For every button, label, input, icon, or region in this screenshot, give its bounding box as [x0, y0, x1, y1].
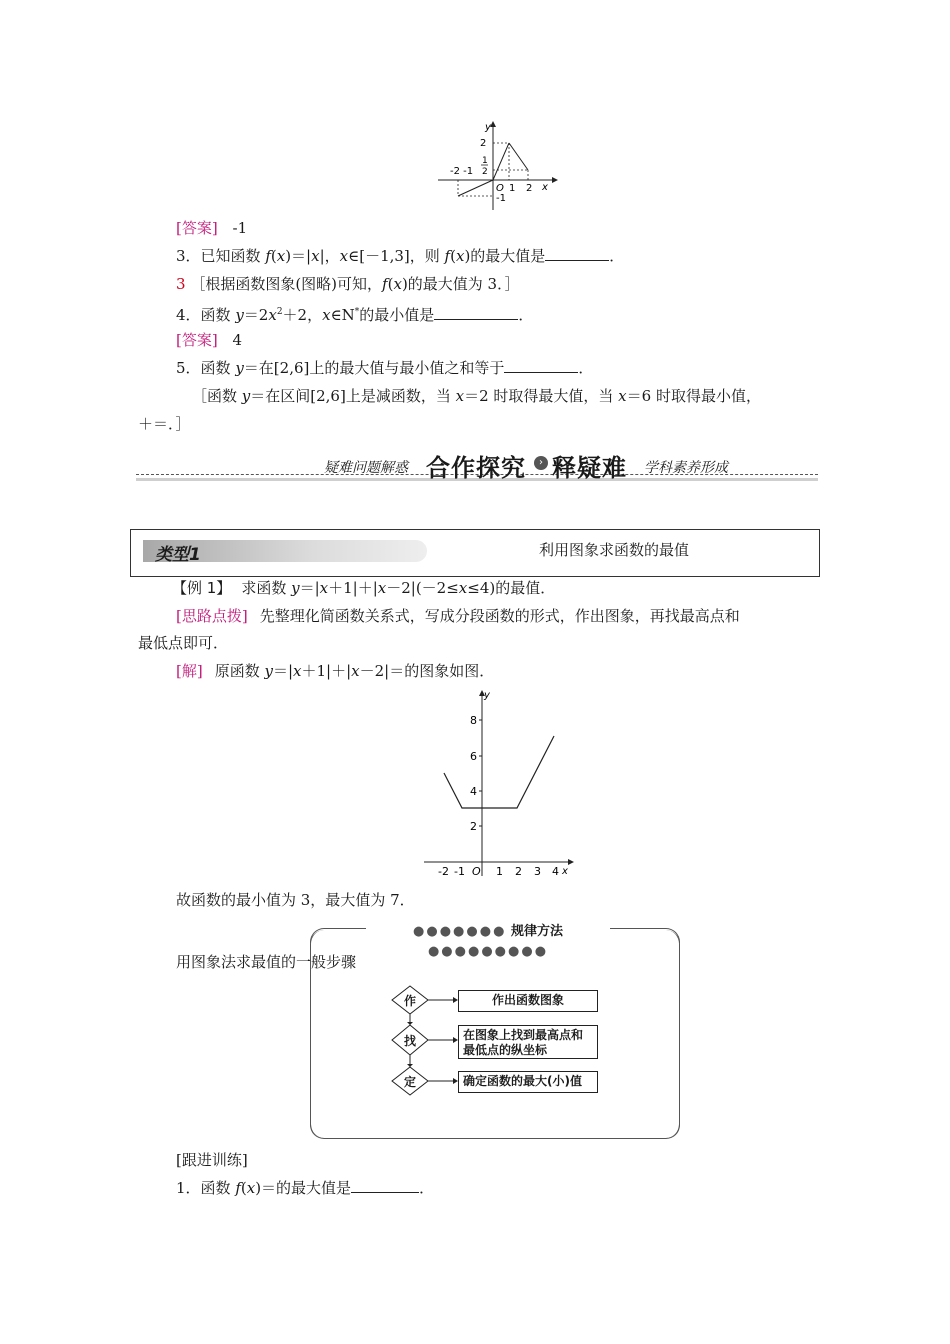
- method-title: ●●●●●●● 规律方法 ●●●●●●●●●: [366, 922, 610, 942]
- question-3: 3．已知函数 f(x)＝|x|，x∈[－1,3]，则 f(x)的最大值是 ．: [176, 247, 625, 265]
- graph-2-origin: O: [472, 865, 481, 878]
- banner-title-1: 合作探究: [426, 454, 526, 482]
- graph-2-tick-x1: 1: [496, 865, 503, 878]
- answer-blank[interactable]: [545, 246, 609, 261]
- answer-blank[interactable]: [351, 1178, 419, 1193]
- graph-2-tick-y6: 6: [470, 750, 477, 763]
- graph-2-x-label: x: [562, 866, 568, 877]
- hint: [思路点拨] 先整理化简函数关系式，写成分段函数的形式，作出图象，再找最高点和: [176, 607, 740, 625]
- banner-right-text: 学科素养形成: [644, 460, 728, 476]
- graph-2-tick-y4: 4: [470, 785, 477, 798]
- graph-1-y-label: y: [485, 122, 491, 133]
- graph-2-tick-x4: 4: [552, 865, 559, 878]
- graph-1: [430, 118, 560, 218]
- flow-box-3: 确定函数的最大(小)值: [458, 1071, 598, 1093]
- graph-2-y-label: y: [484, 690, 490, 701]
- graph-2: [420, 686, 580, 882]
- question-3-answer: 3 ［根据函数图象(图略)可知，f(x)的最大值为 3．］: [176, 275, 520, 293]
- practice-question-1: 1．函数 f(x)＝的最大值是 ．: [176, 1179, 435, 1197]
- hint-line2: 最低点即可．: [138, 634, 229, 652]
- answer-label: [答案]: [176, 219, 218, 237]
- graph-1-tick-y2: 2: [480, 138, 487, 149]
- answer-value: -1: [232, 219, 248, 237]
- graph-2-tick-y2: 2: [470, 820, 477, 833]
- graph-2-tick-xm1: -1: [454, 865, 465, 878]
- answer-blank[interactable]: [504, 358, 578, 373]
- graph-1-tick-yneg1: -1: [496, 193, 506, 204]
- answer-label: [答案]: [176, 331, 218, 349]
- flow-box-1: 作出函数图象: [458, 990, 598, 1012]
- banner-left-text: 疑难问题解惑: [324, 460, 408, 476]
- graph-1-origin: O: [496, 183, 504, 194]
- graph-2-tick-x3: 3: [534, 865, 541, 878]
- flow-diamond-3-label: 定: [404, 1075, 417, 1089]
- type-1-tag: 类型1: [155, 545, 201, 565]
- type-1-title: 利用图象求函数的最值: [539, 541, 690, 559]
- graph-2-tick-x2: 2: [515, 865, 522, 878]
- graph-1-tick-half-num: 1: [482, 156, 488, 166]
- banner-title-2: 释疑难: [552, 454, 627, 482]
- type-1-header: [130, 529, 820, 577]
- practice-label: [跟进训练]: [176, 1151, 248, 1169]
- graph-1-tick-x2: 2: [526, 183, 533, 194]
- answer-4: [176, 330, 242, 350]
- flow-box-2: 在图象上找到最高点和 最低点的纵坐标: [458, 1025, 598, 1059]
- graph-1-tick-x-left: -2 -1: [450, 166, 474, 177]
- flow-diamond-2-label: 找: [404, 1034, 417, 1048]
- graph-2-curve: [444, 736, 554, 808]
- answer-value: 4: [232, 331, 243, 349]
- question-5: 5．函数 y＝在[2,6]上的最大值与最小值之和等于 ．: [176, 359, 594, 377]
- section-banner: [136, 448, 818, 482]
- answer-1: [176, 218, 247, 238]
- question-4: 4．函数 $y=2x^2+2$，x∈N*的最小值是 ．: [176, 306, 534, 324]
- question-5-answer-line2: ＋＝．］: [138, 415, 191, 433]
- method-intro: 用图象法求最值的一般步骤: [176, 953, 357, 971]
- question-5-answer-line1: ［函数 y＝在区间[2,6]上是减函数，当 x＝2 时取得最大值，当 x＝6 时取得最小值，: [192, 387, 761, 405]
- answer-blank[interactable]: [434, 305, 518, 320]
- conclusion: 故函数的最小值为 3，最大值为 7．: [176, 891, 415, 909]
- solution: [解] 原函数 y＝|x＋1|＋|x－2|＝的图象如图．: [176, 662, 495, 680]
- example-1: 【例 1】 求函数 y＝|x＋1|＋|x－2|(－2≤x≤4)的最值．: [172, 579, 556, 597]
- graph-1-tick-half-den: 2: [482, 167, 488, 177]
- arrow-icon: ›: [534, 456, 548, 470]
- flow-diamond-1-label: 作: [404, 994, 417, 1008]
- graph-2-tick-y8: 8: [470, 714, 477, 727]
- graph-2-tick-xm2: -2: [438, 865, 449, 878]
- graph-1-tick-x1: 1: [509, 183, 516, 194]
- graph-1-x-label: x: [542, 182, 548, 193]
